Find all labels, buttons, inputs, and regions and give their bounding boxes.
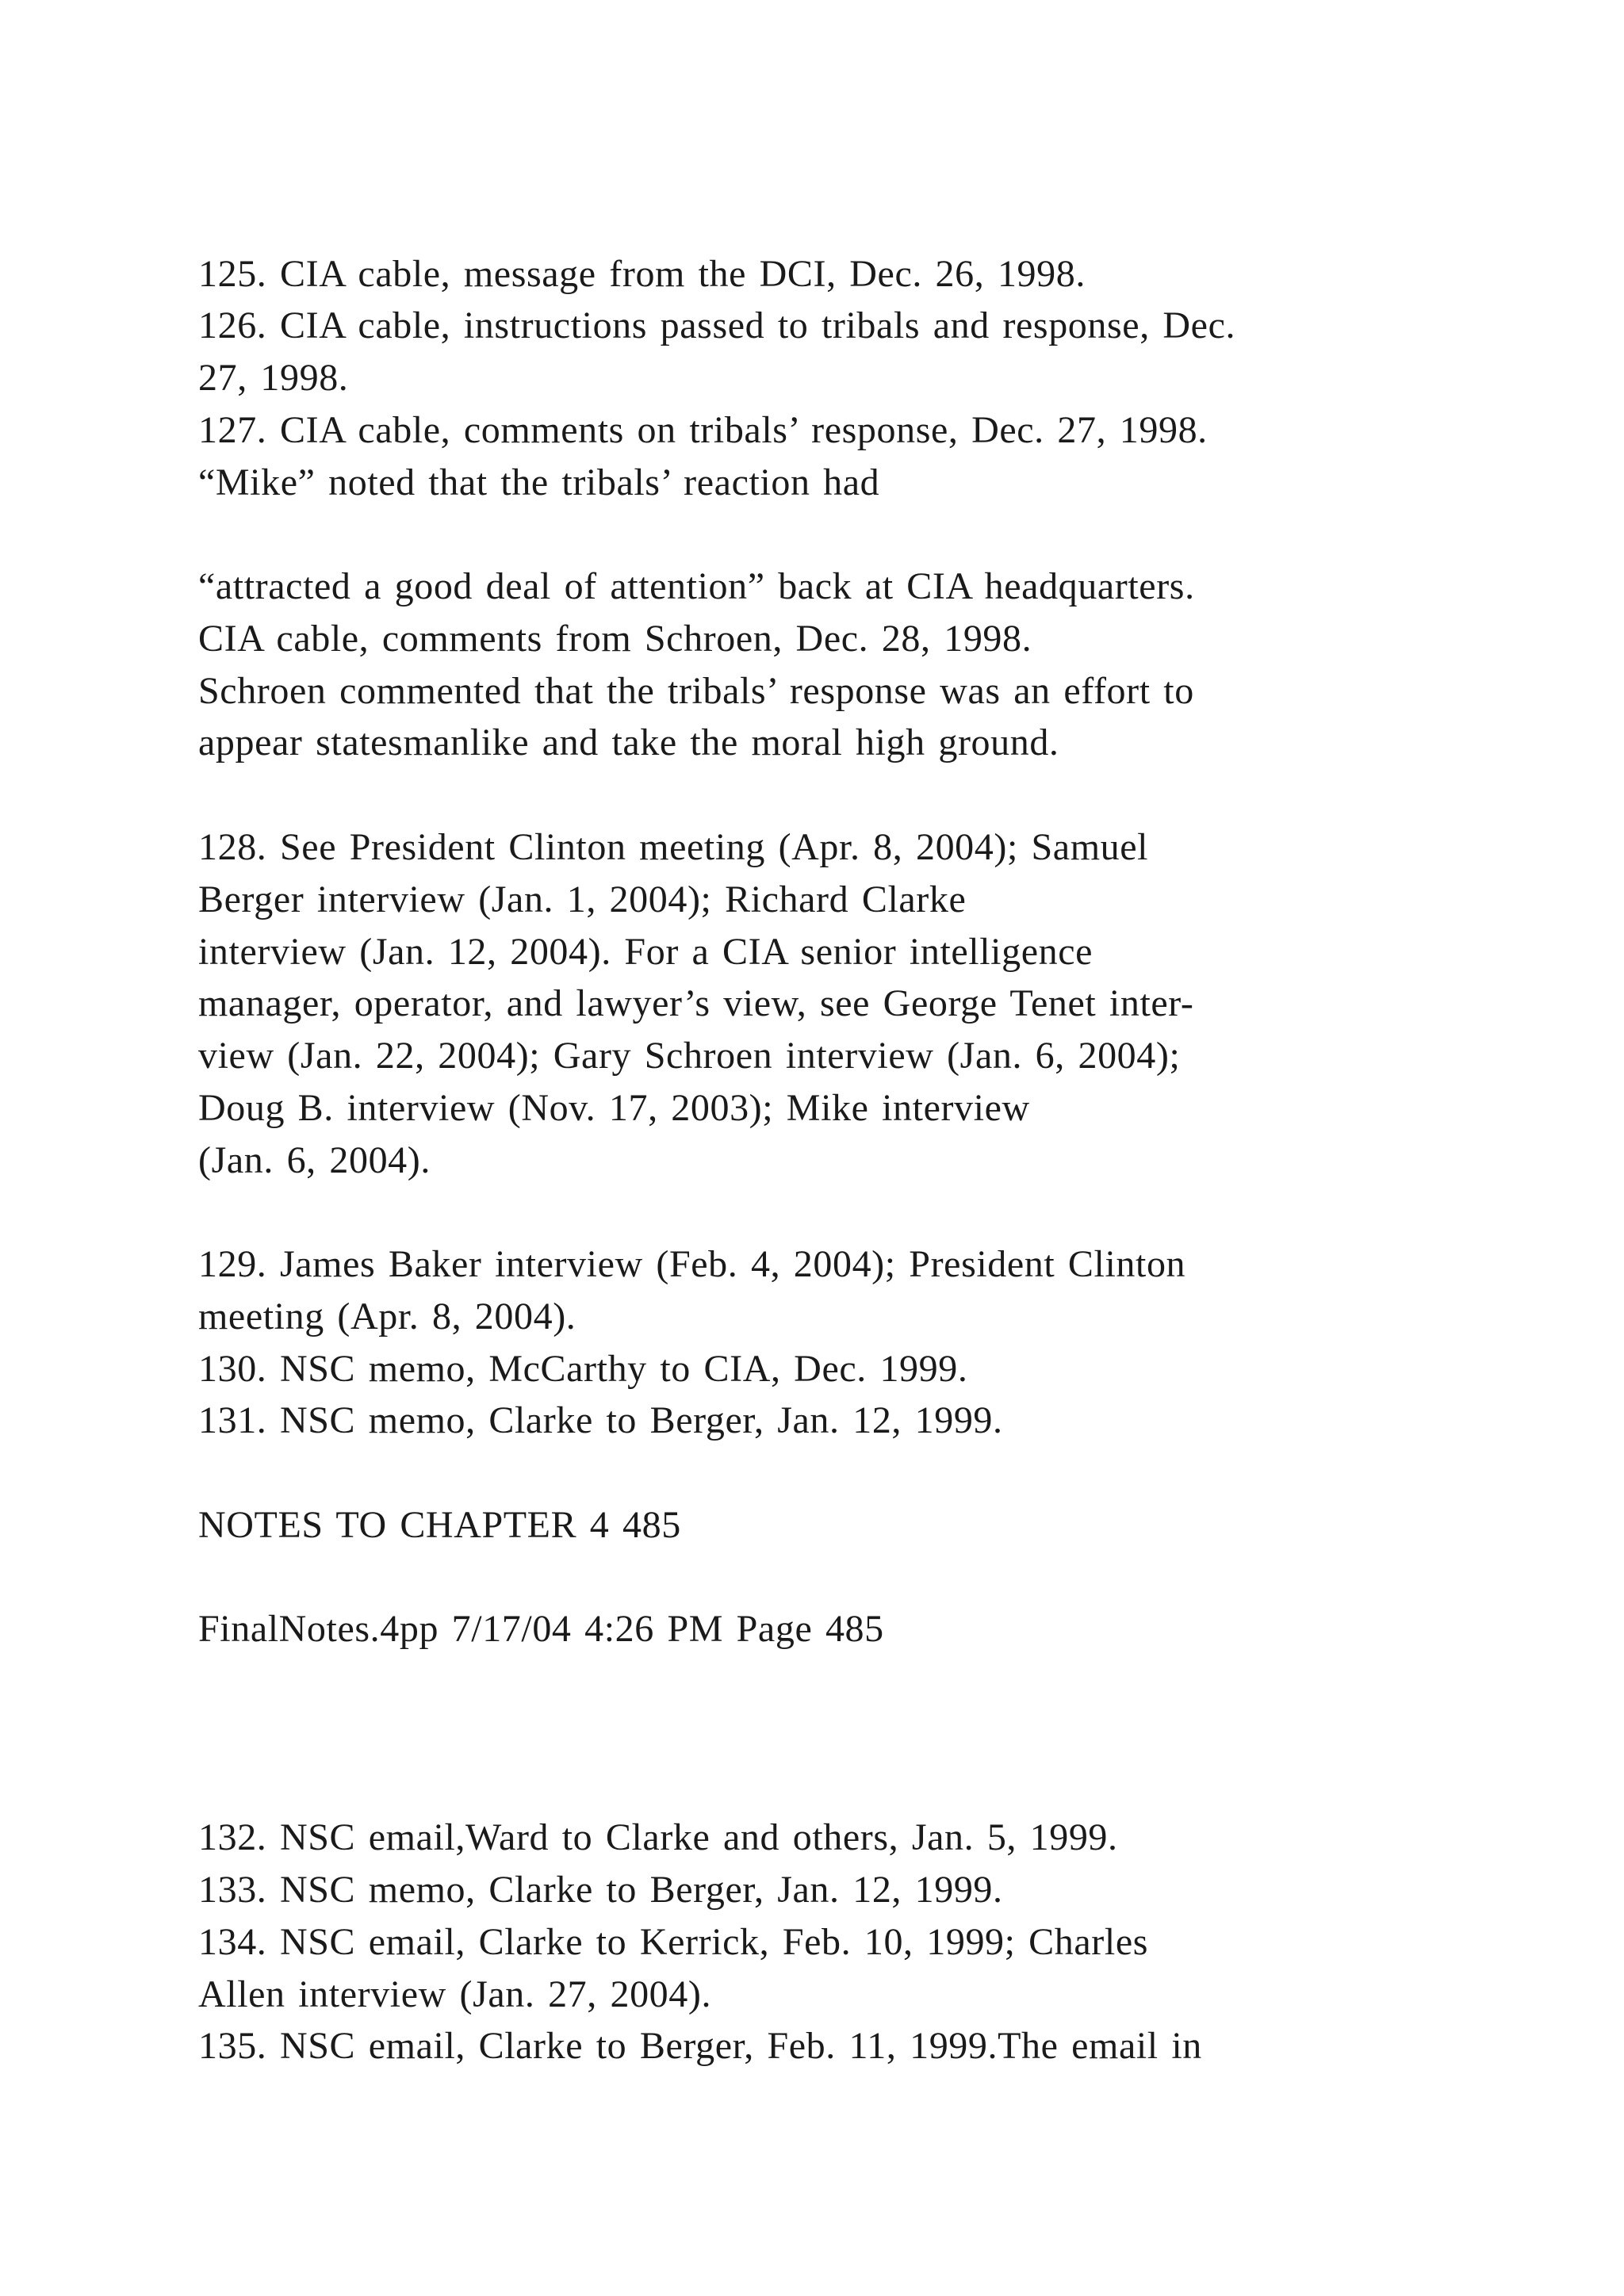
note-127-line-4: CIA cable, comments from Schroen, Dec. 28, 1998. <box>198 618 1032 660</box>
note-129-line-1: 129. James Baker interview (Feb. 4, 2004); President Clinton <box>198 1243 1186 1285</box>
note-125: 125. CIA cable, message from the DCI, Dec. 26, 1998. <box>198 253 1086 295</box>
print-slug: FinalNotes.4pp 7/17/04 4:26 PM Page 485 <box>198 1608 884 1650</box>
chapter-footer: NOTES TO CHAPTER 4 485 <box>198 1504 681 1546</box>
note-134-line-2: Allen interview (Jan. 27, 2004). <box>198 1973 712 2015</box>
note-134-line-1: 134. NSC email, Clarke to Kerrick, Feb. 10, 1999; Charles <box>198 1921 1149 1963</box>
note-129-line-2: meeting (Apr. 8, 2004). <box>198 1295 576 1337</box>
note-128-line-3: interview (Jan. 12, 2004). For a CIA senior intelligence <box>198 931 1094 973</box>
note-135: 135. NSC email, Clarke to Berger, Feb. 11, 1999.The email in <box>198 2025 1202 2067</box>
note-128-line-1: 128. See President Clinton meeting (Apr. 8, 2004); Samuel <box>198 826 1149 868</box>
note-127-line-1: 127. CIA cable, comments on tribals’ response, Dec. 27, 1998. <box>198 409 1208 451</box>
note-126-line-1: 126. CIA cable, instructions passed to tribals and response, Dec. <box>198 304 1236 346</box>
note-128-line-6: Doug B. interview (Nov. 17, 2003); Mike interview <box>198 1087 1030 1129</box>
note-128-line-4: manager, operator, and lawyer’s view, see George Tenet inter- <box>198 982 1194 1024</box>
note-131: 131. NSC memo, Clarke to Berger, Jan. 12, 1999. <box>198 1399 1003 1441</box>
note-127-line-5: Schroen commented that the tribals’ response was an effort to <box>198 670 1194 712</box>
note-127-line-6: appear statesmanlike and take the moral high ground. <box>198 721 1059 763</box>
note-127-line-3: “attracted a good deal of attention” back at CIA headquarters. <box>198 565 1195 607</box>
note-127-line-2: “Mike” noted that the tribals’ reaction had <box>198 461 880 503</box>
note-128-line-5: view (Jan. 22, 2004); Gary Schroen interview (Jan. 6, 2004); <box>198 1035 1181 1077</box>
note-130: 130. NSC memo, McCarthy to CIA, Dec. 1999. <box>198 1348 968 1390</box>
note-128-line-2: Berger interview (Jan. 1, 2004); Richard Clarke <box>198 878 967 920</box>
note-128-line-7: (Jan. 6, 2004). <box>198 1139 431 1181</box>
note-126-line-2: 27, 1998. <box>198 357 349 399</box>
note-133: 133. NSC memo, Clarke to Berger, Jan. 12, 1999. <box>198 1869 1003 1911</box>
note-132: 132. NSC email,Ward to Clarke and others, Jan. 5, 1999. <box>198 1816 1118 1858</box>
